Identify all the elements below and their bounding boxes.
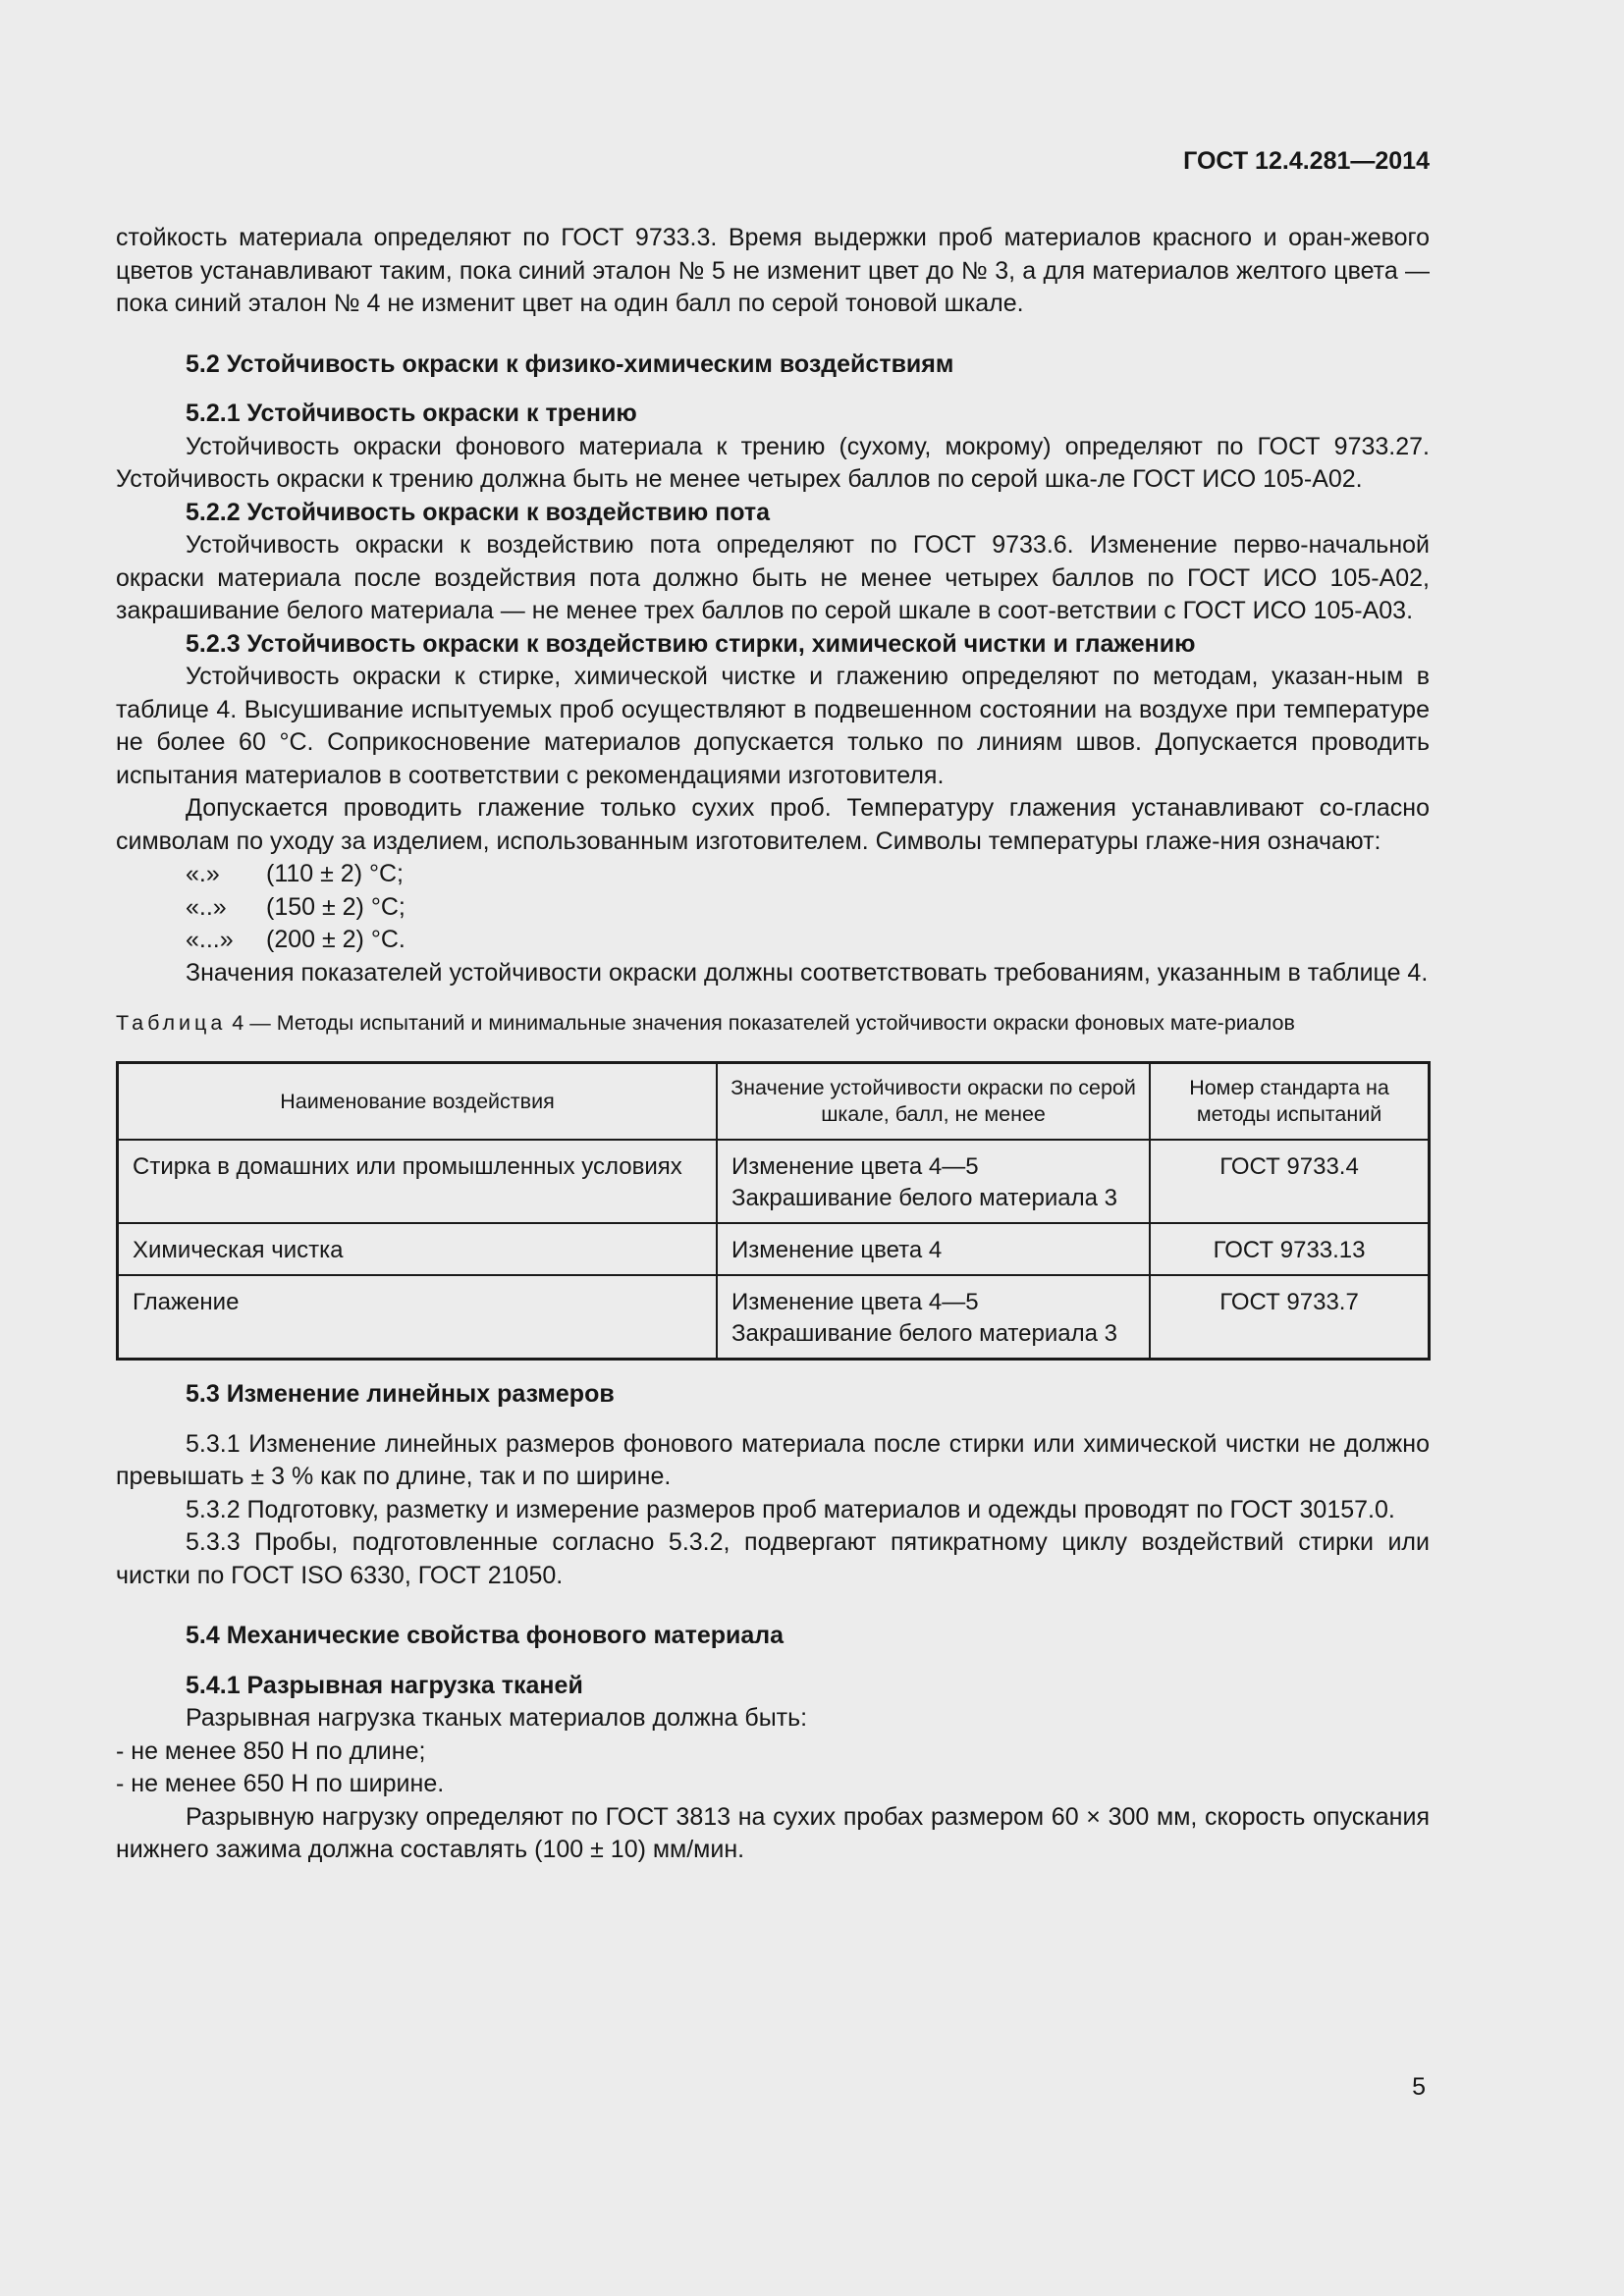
table-header-row	[118, 1063, 1430, 1141]
section-5-4-1-heading: 5.4.1 Разрывная нагрузка тканей	[186, 1671, 583, 1699]
table-caption-text: 4 — Методы испытаний и минимальные значения показателей устойчивости окраски фоновых мате-риалов	[226, 1011, 1295, 1035]
table-header-cell: Наименование воздействия	[118, 1063, 718, 1141]
symbol-row	[116, 924, 1430, 957]
table-cell-value	[717, 1223, 1150, 1275]
value-line: Изменение цвета 4	[731, 1237, 943, 1263]
table-caption-label: Таблица	[116, 1011, 227, 1035]
section-5-2-2-text: Устойчивость окраски к воздействию пота определяют по ГОСТ 9733.6. Изменение перво-начальной окраски материала после воздействия пота должно быть не менее четырех баллов по ГОСТ ИСО 105-А02, закрашивание белого материала — не менее трех баллов по серой шкале в соот-ветствии с ГОСТ ИСО 105-А03.	[116, 531, 1430, 624]
section-5-2-heading: 5.2 Устойчивость окраски к физико-химическим воздействиям	[186, 349, 954, 378]
section-5-4-1-text-2: Разрывную нагрузку определяют по ГОСТ 3813 на сухих пробах размером 60 × 300 мм, скорость опускания нижнего зажима должна составлять (100 ± 10) мм/мин.	[116, 1802, 1430, 1863]
value-line: Изменение цвета 4—5	[731, 1289, 979, 1315]
table-cell-standard: ГОСТ 9733.4	[1150, 1140, 1429, 1223]
table-cell-standard: ГОСТ 9733.7	[1150, 1275, 1429, 1360]
page-content	[116, 222, 1430, 1867]
symbol-mark: «...»	[186, 926, 234, 953]
table-cell-name: Глажение	[118, 1275, 718, 1360]
section-5-3-2-text: 5.3.2 Подготовку, разметку и измерение размеров проб материалов и одежды проводят по ГОСТ 30157.0.	[186, 1495, 1395, 1523]
section-5-3-heading: 5.3 Изменение линейных размеров	[186, 1380, 615, 1408]
section-5-2-3-text-3: Значения показателей устойчивости окраски должны соответствовать требованиям, указанным в таблице 4.	[186, 958, 1429, 987]
list-item: - не менее 650 Н по ширине.	[116, 1770, 445, 1797]
section-5-3-3-text: 5.3.3 Пробы, подготовленные согласно 5.3.2, подвергают пятикратному циклу воздействий стирки или чистки по ГОСТ ISO 6330, ГОСТ 21050.	[116, 1528, 1430, 1589]
section-5-4-heading: 5.4 Механические свойства фонового материала	[186, 1622, 785, 1649]
value-line: Изменение цвета 4—5	[731, 1153, 979, 1180]
intro-paragraph: стойкость материала определяют по ГОСТ 9733.3. Время выдержки проб материалов красного и оран-жевого цветов устанавливают таким, пока синий эталон № 5 не изменит цвет до № 3, а для материалов желтого цвета — пока синий эталон № 4 не изменит цвет на один балл по серой тоновой шкале.	[116, 224, 1430, 317]
section-5-2-1-text: Устойчивость окраски фонового материала к трению (сухому, мокрому) определяют по ГОСТ 9733.27. Устойчивость окраски к трению должна быть не менее четырех баллов по серой шка-ле ГОСТ ИСО 105-А02.	[116, 432, 1430, 493]
table-row	[118, 1223, 1430, 1275]
table-cell-name: Стирка в домашних или промышленных условиях	[118, 1140, 718, 1223]
table-cell-name: Химическая чистка	[118, 1223, 718, 1275]
table-cell-standard: ГОСТ 9733.13	[1150, 1223, 1429, 1275]
document-code: ГОСТ 12.4.281—2014	[1183, 147, 1430, 175]
symbol-row	[116, 891, 1430, 925]
section-5-2-3-text-1: Устойчивость окраски к стирке, химической чистке и глажению определяют по методам, указан-ным в таблице 4. Высушивание испытуемых проб осуществляют в подвешенном состоянии на воздухе при температуре не более 60 °С. Соприкосновение материалов допускается только по линиям швов. Допускается проводить испытания материалов в соответствии с рекомендациями изготовителя.	[116, 663, 1430, 789]
section-5-2-3-text-2: Допускается проводить глажение только сухих проб. Температуру глажения устанавливают со-гласно символам по уходу за изделием, использованным изготовителем. Символы температуры глаже-ния означают:	[116, 794, 1430, 855]
symbol-row	[116, 858, 1430, 891]
section-5-2-2-heading: 5.2.2 Устойчивость окраски к воздействию пота	[186, 498, 771, 526]
table-header-cell: Номер стандарта на методы испытаний	[1150, 1063, 1429, 1141]
table-header-cell: Значение устойчивости окраски по серой шкале, балл, не менее	[717, 1063, 1150, 1141]
table-cell-value	[717, 1275, 1150, 1360]
symbol-temperature: (110 ± 2) °С;	[266, 860, 404, 887]
section-5-2-1-heading: 5.2.1 Устойчивость окраски к трению	[186, 400, 637, 427]
symbol-mark: «..»	[186, 892, 227, 921]
table-row	[118, 1140, 1430, 1223]
table-cell-value	[717, 1140, 1150, 1223]
symbol-temperature: (150 ± 2) °С;	[266, 892, 406, 921]
value-line: Закрашивание белого материала 3	[731, 1185, 1117, 1211]
symbol-temperature: (200 ± 2) °С.	[266, 926, 406, 953]
table-caption	[116, 1009, 1430, 1038]
section-5-2-3-heading: 5.2.3 Устойчивость окраски к воздействию стирки, химической чистки и глажению	[186, 629, 1196, 658]
section-5-4-1-text: Разрывная нагрузка тканых материалов должна быть:	[186, 1704, 808, 1732]
page-number: 5	[1412, 2073, 1426, 2101]
list-item: - не менее 850 Н по длине;	[116, 1736, 426, 1765]
test-methods-table	[116, 1061, 1431, 1361]
value-line: Закрашивание белого материала 3	[731, 1320, 1117, 1347]
symbol-mark: «.»	[186, 860, 220, 887]
table-row	[118, 1275, 1430, 1360]
section-5-3-1-text: 5.3.1 Изменение линейных размеров фонового материала после стирки или химической чистки не должно превышать ± 3 % как по длине, так и по ширине.	[116, 1429, 1430, 1490]
